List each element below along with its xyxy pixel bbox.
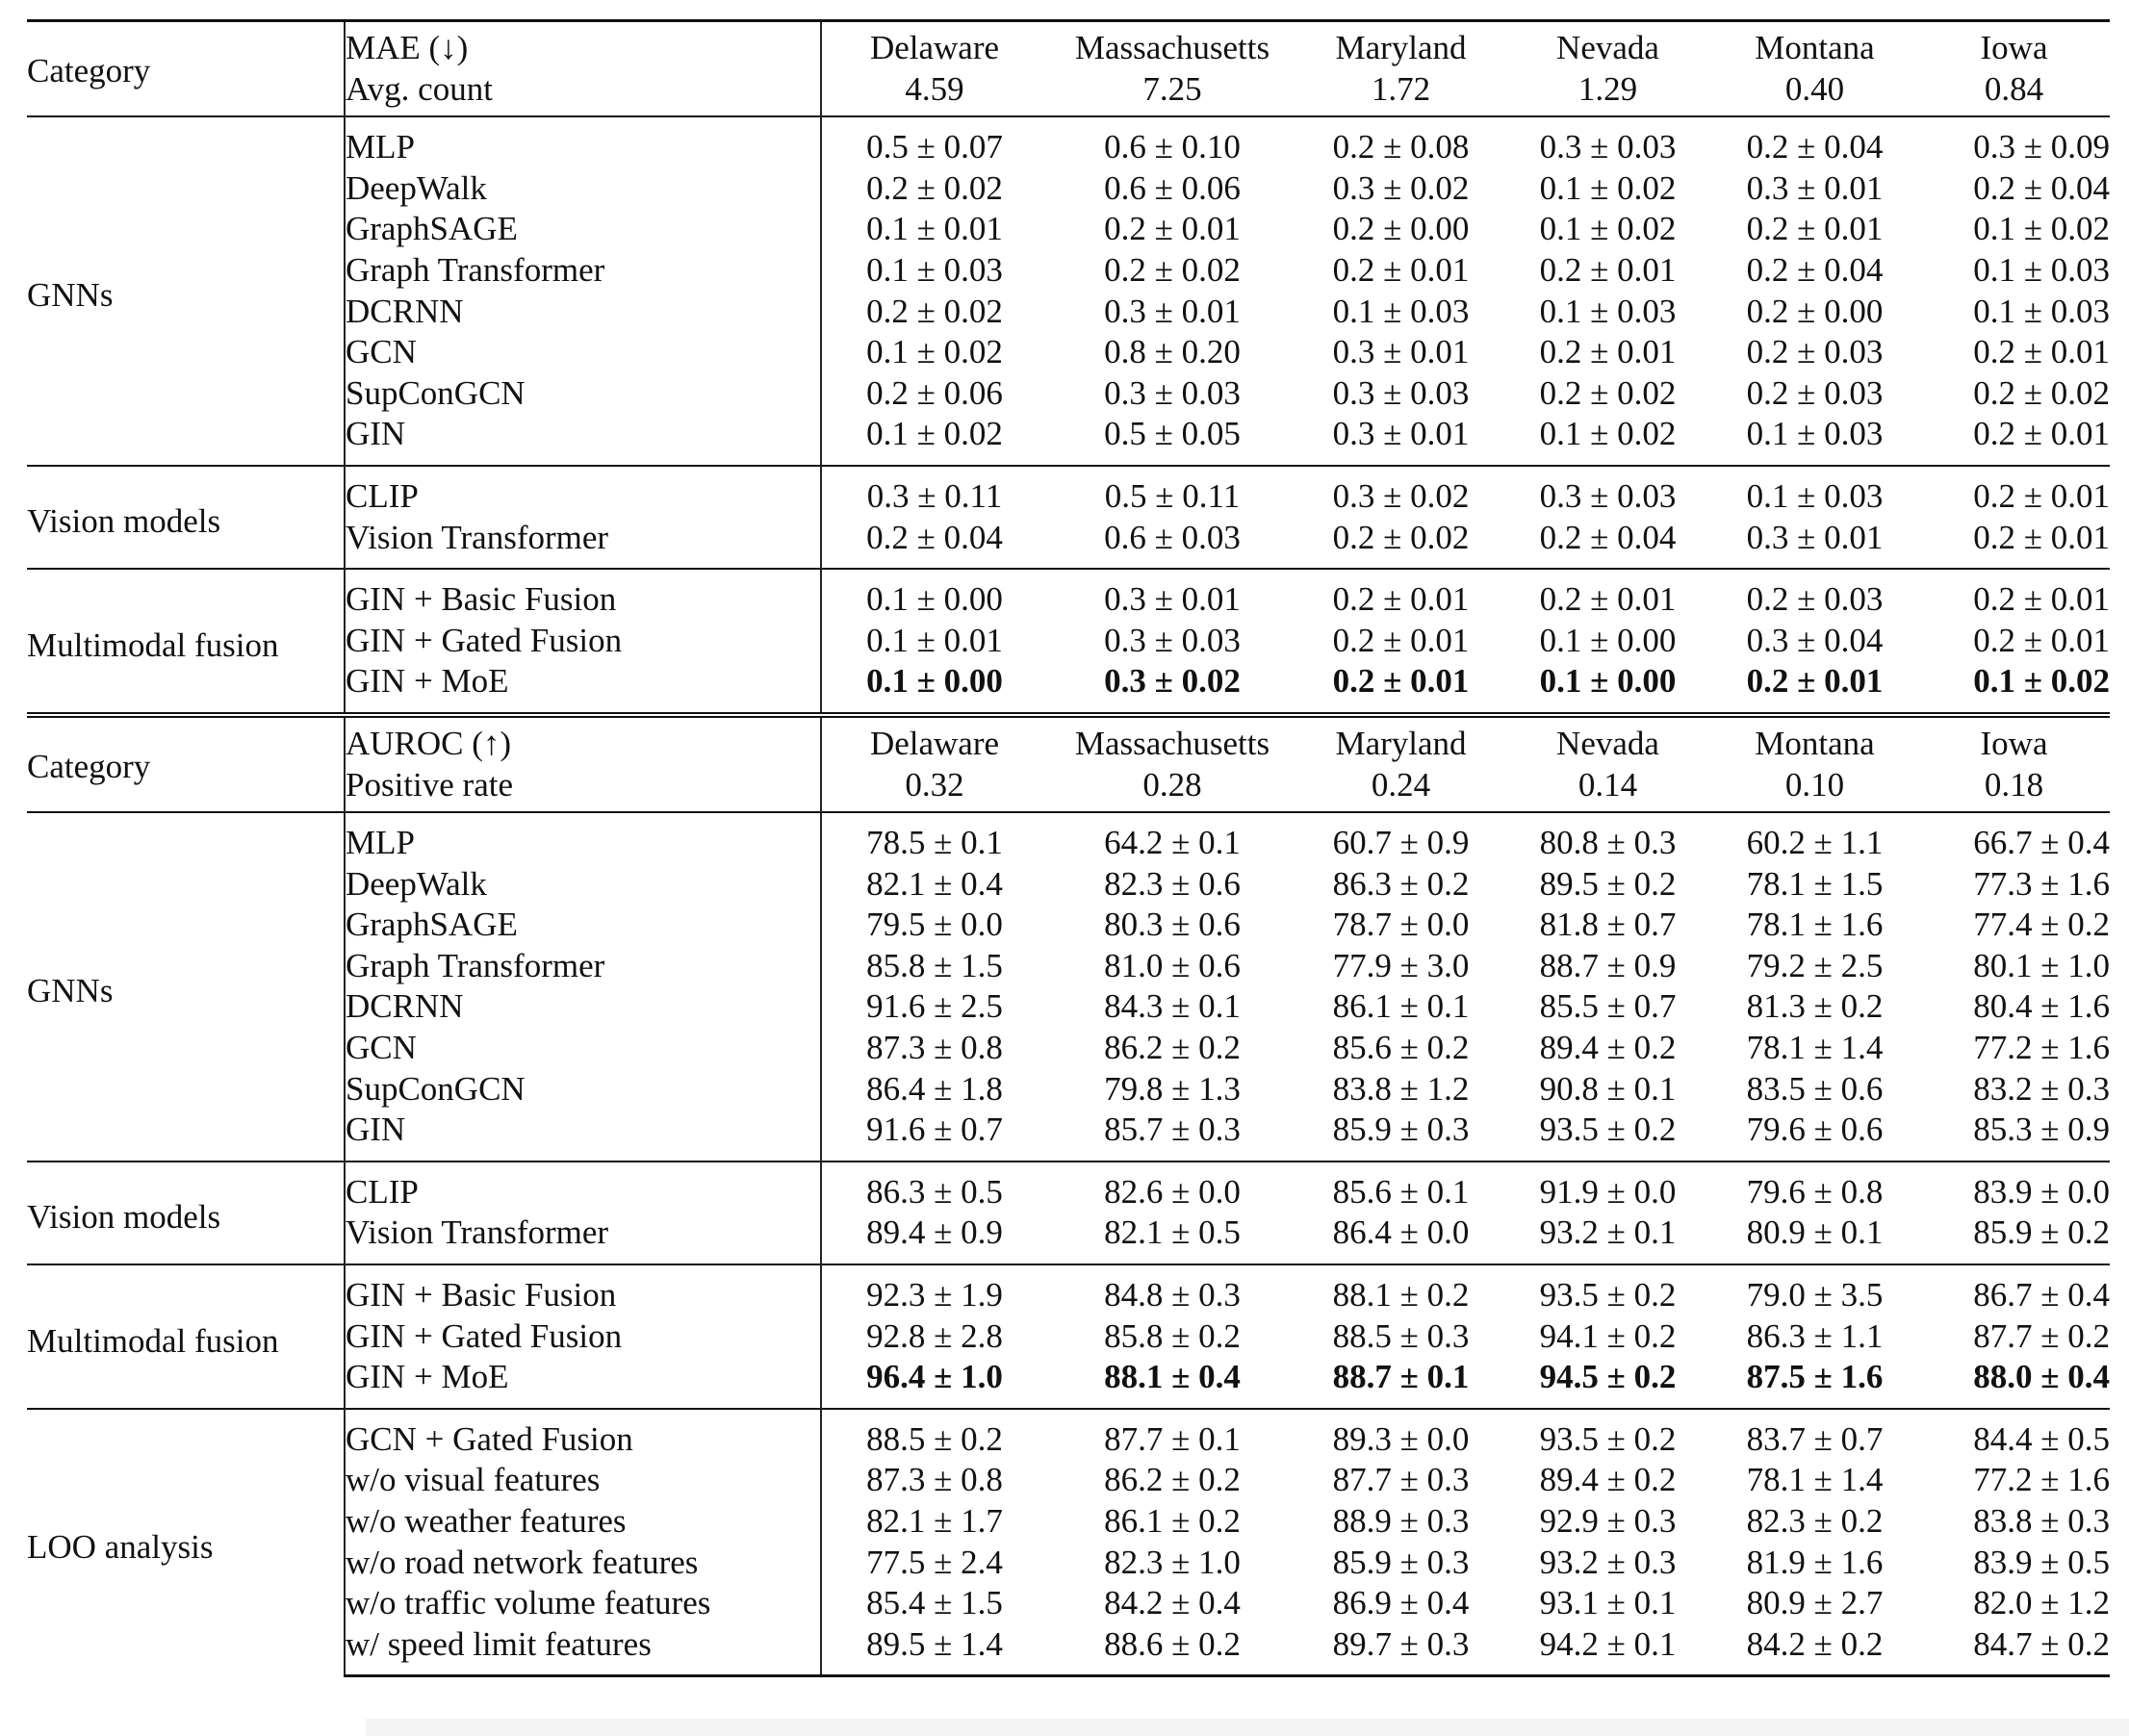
header-stat-value: 0.24: [1371, 765, 1431, 804]
row-value-cell: 0.2 ± 0.00: [1746, 292, 1884, 330]
row-value-cell: 80.9 ± 2.7: [1746, 1584, 1884, 1622]
header-stat-value: 1.72: [1371, 69, 1431, 108]
table-row: [27, 1409, 2110, 1461]
header-stat-label: Positive rate: [345, 765, 821, 813]
header-stat-value: 7.25: [1142, 69, 1202, 108]
row-value-cell: 0.3 ± 0.03: [1332, 373, 1470, 412]
header-state-iowa: Iowa: [1918, 21, 2110, 69]
row-value-cell: 92.9 ± 0.3: [1539, 1502, 1677, 1540]
row-value-cell: 86.3 ± 1.1: [1746, 1316, 1884, 1355]
row-value-cell: 86.4 ± 1.8: [866, 1069, 1003, 1108]
row-model-name: Graph Transformer: [345, 946, 821, 987]
row-value-cell: 0.2 ± 0.01: [1973, 415, 2110, 453]
row-value-cell: 83.8 ± 1.2: [1332, 1069, 1470, 1108]
row-value-cell: 77.5 ± 2.4: [866, 1543, 1003, 1581]
row-value-cell: 80.3 ± 0.6: [1104, 906, 1241, 944]
row-value-cell: 88.7 ± 0.9: [1539, 946, 1677, 984]
table-row: [27, 1264, 2110, 1316]
row-value-cell: 88.7 ± 0.1: [1332, 1358, 1470, 1396]
row-model-name: CLIP: [345, 466, 821, 518]
results-table-body: [27, 21, 2110, 1676]
row-value-cell: 0.2 ± 0.01: [1504, 569, 1711, 621]
row-model-name: w/o road network features: [345, 1543, 821, 1584]
row-value-cell: 0.2 ± 0.06: [866, 373, 1003, 412]
row-value-cell: 80.8 ± 0.3: [1504, 812, 1711, 864]
row-value-cell: 0.2 ± 0.04: [1711, 116, 1918, 168]
row-value-cell: 0.3 ± 0.02: [1104, 662, 1241, 701]
row-value-cell: 87.7 ± 0.1: [1047, 1409, 1297, 1461]
row-value-cell: 0.2 ± 0.01: [1746, 662, 1884, 701]
row-model-name: GIN + MoE: [345, 661, 821, 715]
row-value-cell: 0.3 ± 0.11: [821, 466, 1047, 518]
row-value-cell: 0.1 ± 0.00: [1539, 621, 1677, 659]
row-value-cell: 89.4 ± 0.9: [866, 1213, 1003, 1252]
row-model-name: DeepWalk: [345, 864, 821, 906]
row-value-cell: 87.5 ± 1.6: [1746, 1358, 1884, 1396]
row-value-cell: 86.3 ± 0.2: [1332, 864, 1470, 903]
header-stat-label: Avg. count: [345, 69, 821, 117]
header-category: Category: [27, 21, 345, 117]
row-value-cell: 0.5 ± 0.07: [821, 116, 1047, 168]
row-value-cell: 94.2 ± 0.1: [1504, 1624, 1711, 1676]
row-value-cell: 79.6 ± 0.8: [1711, 1162, 1918, 1213]
row-value-cell: 0.2 ± 0.01: [1918, 466, 2110, 518]
row-model-name: Vision Transformer: [345, 1213, 821, 1264]
row-model-name: SupConGCN: [345, 373, 821, 415]
row-model-name: GIN + MoE: [345, 1357, 821, 1409]
row-value-cell: 79.2 ± 2.5: [1746, 946, 1884, 984]
table-row: [27, 1162, 2110, 1213]
row-value-cell: 0.2 ± 0.01: [1973, 518, 2110, 556]
header-stat-value: 4.59: [905, 69, 964, 108]
header-stat-value: 0.10: [1784, 765, 1845, 804]
row-model-name: w/o traffic volume features: [345, 1583, 821, 1624]
row-value-cell: 0.2 ± 0.01: [1918, 569, 2110, 621]
row-value-cell: 60.2 ± 1.1: [1711, 812, 1918, 864]
row-value-cell: 81.0 ± 0.6: [1104, 946, 1241, 984]
header-metric: AUROC (↑): [345, 715, 821, 765]
row-value-cell: 87.3 ± 0.8: [866, 1461, 1003, 1499]
row-value-cell: 66.7 ± 0.4: [1918, 812, 2110, 864]
row-value-cell: 93.5 ± 0.2: [1539, 1111, 1677, 1149]
row-value-cell: 87.7 ± 0.3: [1332, 1461, 1470, 1499]
row-value-cell: 85.8 ± 1.5: [866, 946, 1003, 984]
row-value-cell: 82.0 ± 1.2: [1973, 1584, 2110, 1622]
row-value-cell: 0.8 ± 0.20: [1104, 333, 1241, 371]
row-model-name: SupConGCN: [345, 1069, 821, 1111]
row-model-name: GIN + Gated Fusion: [345, 1316, 821, 1358]
results-table: [27, 19, 2110, 1677]
row-value-cell: 0.1 ± 0.01: [866, 210, 1003, 248]
row-value-cell: 94.1 ± 0.2: [1539, 1316, 1677, 1355]
row-value-cell: 0.2 ± 0.02: [1332, 518, 1470, 556]
row-value-cell: 0.3 ± 0.04: [1746, 621, 1884, 659]
row-value-cell: 89.4 ± 0.2: [1539, 1461, 1677, 1499]
page-footer-shade: [366, 1719, 2129, 1736]
row-value-cell: 88.1 ± 0.4: [1104, 1358, 1241, 1396]
row-model-name: GraphSAGE: [345, 905, 821, 946]
header-state-massachusetts: Massachusetts: [1047, 715, 1297, 765]
row-value-cell: 88.0 ± 0.4: [1973, 1358, 2110, 1396]
row-value-cell: 0.2 ± 0.02: [1539, 373, 1677, 412]
row-value-cell: 0.1 ± 0.03: [1332, 292, 1470, 330]
row-value-cell: 85.9 ± 0.3: [1332, 1111, 1470, 1149]
row-value-cell: 88.5 ± 0.2: [821, 1409, 1047, 1461]
table-row: [27, 116, 2110, 168]
row-value-cell: 0.3 ± 0.03: [1104, 621, 1241, 659]
row-category: Vision models: [27, 466, 345, 569]
row-model-name: GIN + Basic Fusion: [345, 1264, 821, 1316]
row-value-cell: 83.8 ± 0.3: [1973, 1502, 2110, 1540]
row-value-cell: 91.9 ± 0.0: [1504, 1162, 1711, 1213]
row-value-cell: 82.1 ± 1.7: [866, 1502, 1003, 1540]
row-model-name: GIN: [345, 1110, 821, 1162]
row-category: GNNs: [27, 812, 345, 1162]
row-value-cell: 79.6 ± 0.6: [1746, 1111, 1884, 1149]
row-value-cell: 60.7 ± 0.9: [1297, 812, 1504, 864]
row-value-cell: 0.6 ± 0.03: [1104, 518, 1241, 556]
row-value-cell: 93.5 ± 0.2: [1504, 1409, 1711, 1461]
row-value-cell: 87.3 ± 0.8: [866, 1029, 1003, 1067]
row-value-cell: 0.1 ± 0.02: [1539, 415, 1677, 453]
row-value-cell: 0.3 ± 0.01: [1746, 168, 1884, 207]
row-value-cell: 85.7 ± 0.3: [1104, 1111, 1241, 1149]
header-state-delaware: Delaware: [821, 21, 1047, 69]
row-value-cell: 0.2 ± 0.01: [1539, 333, 1677, 371]
row-model-name: DCRNN: [345, 986, 821, 1028]
row-value-cell: 78.1 ± 1.4: [1746, 1029, 1884, 1067]
row-value-cell: 0.1 ± 0.02: [866, 333, 1003, 371]
row-value-cell: 0.2 ± 0.01: [1539, 250, 1677, 289]
row-value-cell: 77.2 ± 1.6: [1973, 1029, 2110, 1067]
row-value-cell: 86.9 ± 0.4: [1332, 1584, 1470, 1622]
row-value-cell: 89.3 ± 0.0: [1297, 1409, 1504, 1461]
row-value-cell: 83.9 ± 0.5: [1973, 1543, 2110, 1581]
header-stat-value: 0.84: [1984, 69, 2044, 108]
row-value-cell: 0.5 ± 0.11: [1047, 466, 1297, 518]
row-value-cell: 78.1 ± 1.6: [1746, 906, 1884, 944]
row-value-cell: 85.3 ± 0.9: [1973, 1111, 2110, 1149]
header-stat-value: 0.32: [905, 765, 964, 804]
auroc-header-row-1: [27, 715, 2110, 765]
row-model-name: DeepWalk: [345, 168, 821, 210]
row-value-cell: 0.1 ± 0.02: [1973, 210, 2110, 248]
row-value-cell: 0.2 ± 0.01: [1973, 333, 2110, 371]
row-value-cell: 0.1 ± 0.01: [866, 621, 1003, 659]
row-value-cell: 78.1 ± 1.4: [1746, 1461, 1884, 1499]
header-state-delaware: Delaware: [821, 715, 1047, 765]
row-value-cell: 0.1 ± 0.00: [821, 569, 1047, 621]
row-value-cell: 94.5 ± 0.2: [1539, 1358, 1677, 1396]
row-value-cell: 92.3 ± 1.9: [821, 1264, 1047, 1316]
row-value-cell: 0.3 ± 0.01: [1332, 333, 1470, 371]
row-value-cell: 81.3 ± 0.2: [1746, 987, 1884, 1026]
row-value-cell: 84.3 ± 0.1: [1104, 987, 1241, 1026]
row-value-cell: 0.5 ± 0.05: [1104, 415, 1241, 453]
row-category: Multimodal fusion: [27, 1264, 345, 1409]
row-value-cell: 0.6 ± 0.10: [1047, 116, 1297, 168]
row-value-cell: 88.5 ± 0.3: [1332, 1316, 1470, 1355]
row-value-cell: 86.3 ± 0.5: [821, 1162, 1047, 1213]
row-value-cell: 0.2 ± 0.01: [1973, 621, 2110, 659]
row-category: LOO analysis: [27, 1409, 345, 1676]
row-value-cell: 86.1 ± 0.1: [1332, 987, 1470, 1026]
row-value-cell: 0.1 ± 0.03: [866, 250, 1003, 289]
row-value-cell: 0.2 ± 0.01: [1332, 250, 1470, 289]
row-value-cell: 0.1 ± 0.03: [1746, 415, 1884, 453]
row-value-cell: 86.1 ± 0.2: [1104, 1502, 1241, 1540]
row-value-cell: 89.5 ± 0.2: [1539, 864, 1677, 903]
row-value-cell: 85.5 ± 0.7: [1539, 987, 1677, 1026]
header-stat-value: 0.18: [1984, 765, 2044, 804]
row-value-cell: 86.4 ± 0.0: [1332, 1213, 1470, 1252]
row-value-cell: 0.2 ± 0.02: [1973, 373, 2110, 412]
row-model-name: CLIP: [345, 1162, 821, 1213]
row-value-cell: 0.3 ± 0.09: [1918, 116, 2110, 168]
row-model-name: Graph Transformer: [345, 250, 821, 292]
row-value-cell: 80.4 ± 1.6: [1973, 987, 2110, 1026]
row-value-cell: 0.1 ± 0.02: [866, 415, 1003, 453]
row-model-name: GCN + Gated Fusion: [345, 1409, 821, 1461]
row-value-cell: 84.8 ± 0.3: [1047, 1264, 1297, 1316]
row-model-name: w/o visual features: [345, 1460, 821, 1501]
row-value-cell: 83.2 ± 0.3: [1973, 1069, 2110, 1108]
row-value-cell: 0.6 ± 0.06: [1104, 168, 1241, 207]
row-value-cell: 0.3 ± 0.02: [1297, 466, 1504, 518]
row-value-cell: 77.3 ± 1.6: [1973, 864, 2110, 903]
row-value-cell: 83.5 ± 0.6: [1746, 1069, 1884, 1108]
row-value-cell: 93.2 ± 0.3: [1539, 1543, 1677, 1581]
row-value-cell: 0.3 ± 0.02: [1332, 168, 1470, 207]
table-row: [27, 812, 2110, 864]
row-value-cell: 86.7 ± 0.4: [1918, 1264, 2110, 1316]
row-model-name: GIN + Basic Fusion: [345, 569, 821, 621]
row-value-cell: 80.1 ± 1.0: [1973, 946, 2110, 984]
row-value-cell: 0.3 ± 0.01: [1332, 415, 1470, 453]
row-value-cell: 93.1 ± 0.1: [1539, 1584, 1677, 1622]
header-state-nevada: Nevada: [1504, 21, 1711, 69]
row-value-cell: 81.8 ± 0.7: [1539, 906, 1677, 944]
row-value-cell: 0.2 ± 0.02: [866, 292, 1003, 330]
row-value-cell: 0.2 ± 0.03: [1746, 333, 1884, 371]
row-value-cell: 89.4 ± 0.2: [1539, 1029, 1677, 1067]
header-state-montana: Montana: [1711, 21, 1918, 69]
row-value-cell: 0.1 ± 0.03: [1973, 292, 2110, 330]
row-model-name: GCN: [345, 332, 821, 373]
row-value-cell: 93.2 ± 0.1: [1539, 1213, 1677, 1252]
row-value-cell: 77.2 ± 1.6: [1973, 1461, 2110, 1499]
row-value-cell: 0.2 ± 0.04: [866, 518, 1003, 556]
row-value-cell: 89.5 ± 1.4: [821, 1624, 1047, 1676]
row-model-name: GraphSAGE: [345, 209, 821, 250]
row-model-name: Vision Transformer: [345, 518, 821, 570]
row-value-cell: 84.7 ± 0.2: [1918, 1624, 2110, 1676]
row-value-cell: 0.1 ± 0.03: [1973, 250, 2110, 289]
table-row: [27, 466, 2110, 518]
row-value-cell: 0.3 ± 0.03: [1504, 116, 1711, 168]
results-table-container: [27, 19, 2110, 1677]
row-value-cell: 0.1 ± 0.03: [1711, 466, 1918, 518]
row-value-cell: 0.2 ± 0.01: [1332, 662, 1470, 701]
row-value-cell: 77.9 ± 3.0: [1332, 946, 1470, 984]
row-value-cell: 0.3 ± 0.01: [1047, 569, 1297, 621]
row-value-cell: 0.2 ± 0.02: [866, 168, 1003, 207]
row-value-cell: 0.2 ± 0.03: [1746, 373, 1884, 412]
row-value-cell: 0.1 ± 0.02: [1539, 210, 1677, 248]
row-value-cell: 0.2 ± 0.04: [1539, 518, 1677, 556]
row-value-cell: 0.1 ± 0.00: [866, 662, 1003, 701]
row-value-cell: 82.3 ± 1.0: [1104, 1543, 1241, 1581]
header-stat-value: 1.29: [1578, 69, 1638, 108]
row-value-cell: 78.7 ± 0.0: [1332, 906, 1470, 944]
row-value-cell: 88.6 ± 0.2: [1047, 1624, 1297, 1676]
row-value-cell: 87.7 ± 0.2: [1973, 1316, 2110, 1355]
row-value-cell: 0.2 ± 0.01: [1746, 210, 1884, 248]
row-value-cell: 84.4 ± 0.5: [1918, 1409, 2110, 1461]
row-value-cell: 85.8 ± 0.2: [1104, 1316, 1241, 1355]
row-model-name: MLP: [345, 116, 821, 168]
row-value-cell: 0.2 ± 0.01: [1297, 569, 1504, 621]
row-value-cell: 0.3 ± 0.01: [1746, 518, 1884, 556]
row-value-cell: 90.8 ± 0.1: [1539, 1069, 1677, 1108]
row-value-cell: 0.3 ± 0.03: [1104, 373, 1241, 412]
header-category: Category: [27, 715, 345, 812]
row-value-cell: 85.9 ± 0.3: [1332, 1543, 1470, 1581]
row-value-cell: 84.2 ± 0.2: [1711, 1624, 1918, 1676]
row-category: Vision models: [27, 1162, 345, 1264]
header-stat-value: 0.14: [1578, 765, 1638, 804]
row-value-cell: 79.0 ± 3.5: [1711, 1264, 1918, 1316]
row-value-cell: 79.8 ± 1.3: [1104, 1069, 1241, 1108]
row-category: Multimodal fusion: [27, 569, 345, 715]
row-model-name: GIN: [345, 414, 821, 466]
row-value-cell: 85.4 ± 1.5: [866, 1584, 1003, 1622]
header-state-maryland: Maryland: [1297, 21, 1504, 69]
row-model-name: DCRNN: [345, 292, 821, 333]
row-value-cell: 91.6 ± 2.5: [866, 987, 1003, 1026]
row-value-cell: 96.4 ± 1.0: [866, 1358, 1003, 1396]
header-state-maryland: Maryland: [1297, 715, 1504, 765]
row-value-cell: 83.7 ± 0.7: [1711, 1409, 1918, 1461]
row-value-cell: 89.7 ± 0.3: [1297, 1624, 1504, 1676]
row-value-cell: 0.1 ± 0.02: [1973, 662, 2110, 701]
table-row: [27, 569, 2110, 621]
row-value-cell: 78.5 ± 0.1: [821, 812, 1047, 864]
header-state-massachusetts: Massachusetts: [1047, 21, 1297, 69]
row-value-cell: 0.1 ± 0.00: [1539, 662, 1677, 701]
row-value-cell: 0.1 ± 0.02: [1539, 168, 1677, 207]
mae-header-row-1: [27, 21, 2110, 69]
header-state-montana: Montana: [1711, 715, 1918, 765]
row-value-cell: 88.1 ± 0.2: [1297, 1264, 1504, 1316]
header-state-nevada: Nevada: [1504, 715, 1711, 765]
header-state-iowa: Iowa: [1918, 715, 2110, 765]
header-stat-value: 0.40: [1784, 69, 1845, 108]
row-value-cell: 85.6 ± 0.2: [1332, 1029, 1470, 1067]
row-value-cell: 0.1 ± 0.03: [1539, 292, 1677, 330]
row-value-cell: 82.3 ± 0.2: [1746, 1502, 1884, 1540]
row-value-cell: 82.1 ± 0.5: [1104, 1213, 1241, 1252]
row-value-cell: 86.2 ± 0.2: [1104, 1029, 1241, 1067]
row-value-cell: 0.2 ± 0.00: [1332, 210, 1470, 248]
row-value-cell: 82.3 ± 0.6: [1104, 864, 1241, 903]
row-value-cell: 0.2 ± 0.02: [1104, 250, 1241, 289]
row-value-cell: 0.3 ± 0.01: [1104, 292, 1241, 330]
row-value-cell: 86.2 ± 0.2: [1104, 1461, 1241, 1499]
row-model-name: MLP: [345, 812, 821, 864]
row-value-cell: 88.9 ± 0.3: [1332, 1502, 1470, 1540]
row-value-cell: 0.2 ± 0.03: [1711, 569, 1918, 621]
row-value-cell: 0.3 ± 0.03: [1504, 466, 1711, 518]
row-value-cell: 64.2 ± 0.1: [1047, 812, 1297, 864]
row-value-cell: 93.5 ± 0.2: [1504, 1264, 1711, 1316]
row-value-cell: 0.2 ± 0.01: [1104, 210, 1241, 248]
row-value-cell: 82.6 ± 0.0: [1047, 1162, 1297, 1213]
row-value-cell: 92.8 ± 2.8: [866, 1316, 1003, 1355]
row-model-name: w/o weather features: [345, 1501, 821, 1543]
row-value-cell: 0.2 ± 0.08: [1297, 116, 1504, 168]
row-value-cell: 82.1 ± 0.4: [866, 864, 1003, 903]
header-metric: MAE (↓): [345, 21, 821, 69]
row-category: GNNs: [27, 116, 345, 466]
row-value-cell: 0.2 ± 0.04: [1973, 168, 2110, 207]
row-model-name: GIN + Gated Fusion: [345, 621, 821, 662]
row-model-name: w/ speed limit features: [345, 1624, 821, 1676]
row-value-cell: 78.1 ± 1.5: [1746, 864, 1884, 903]
row-value-cell: 85.6 ± 0.1: [1297, 1162, 1504, 1213]
row-value-cell: 81.9 ± 1.6: [1746, 1543, 1884, 1581]
row-model-name: GCN: [345, 1028, 821, 1069]
row-value-cell: 0.2 ± 0.01: [1332, 621, 1470, 659]
row-value-cell: 91.6 ± 0.7: [866, 1111, 1003, 1149]
row-value-cell: 85.9 ± 0.2: [1973, 1213, 2110, 1252]
row-value-cell: 83.9 ± 0.0: [1918, 1162, 2110, 1213]
row-value-cell: 77.4 ± 0.2: [1973, 906, 2110, 944]
header-stat-value: 0.28: [1142, 765, 1202, 804]
row-value-cell: 79.5 ± 0.0: [866, 906, 1003, 944]
row-value-cell: 0.2 ± 0.04: [1746, 250, 1884, 289]
row-value-cell: 84.2 ± 0.4: [1104, 1584, 1241, 1622]
row-value-cell: 80.9 ± 0.1: [1746, 1213, 1884, 1252]
